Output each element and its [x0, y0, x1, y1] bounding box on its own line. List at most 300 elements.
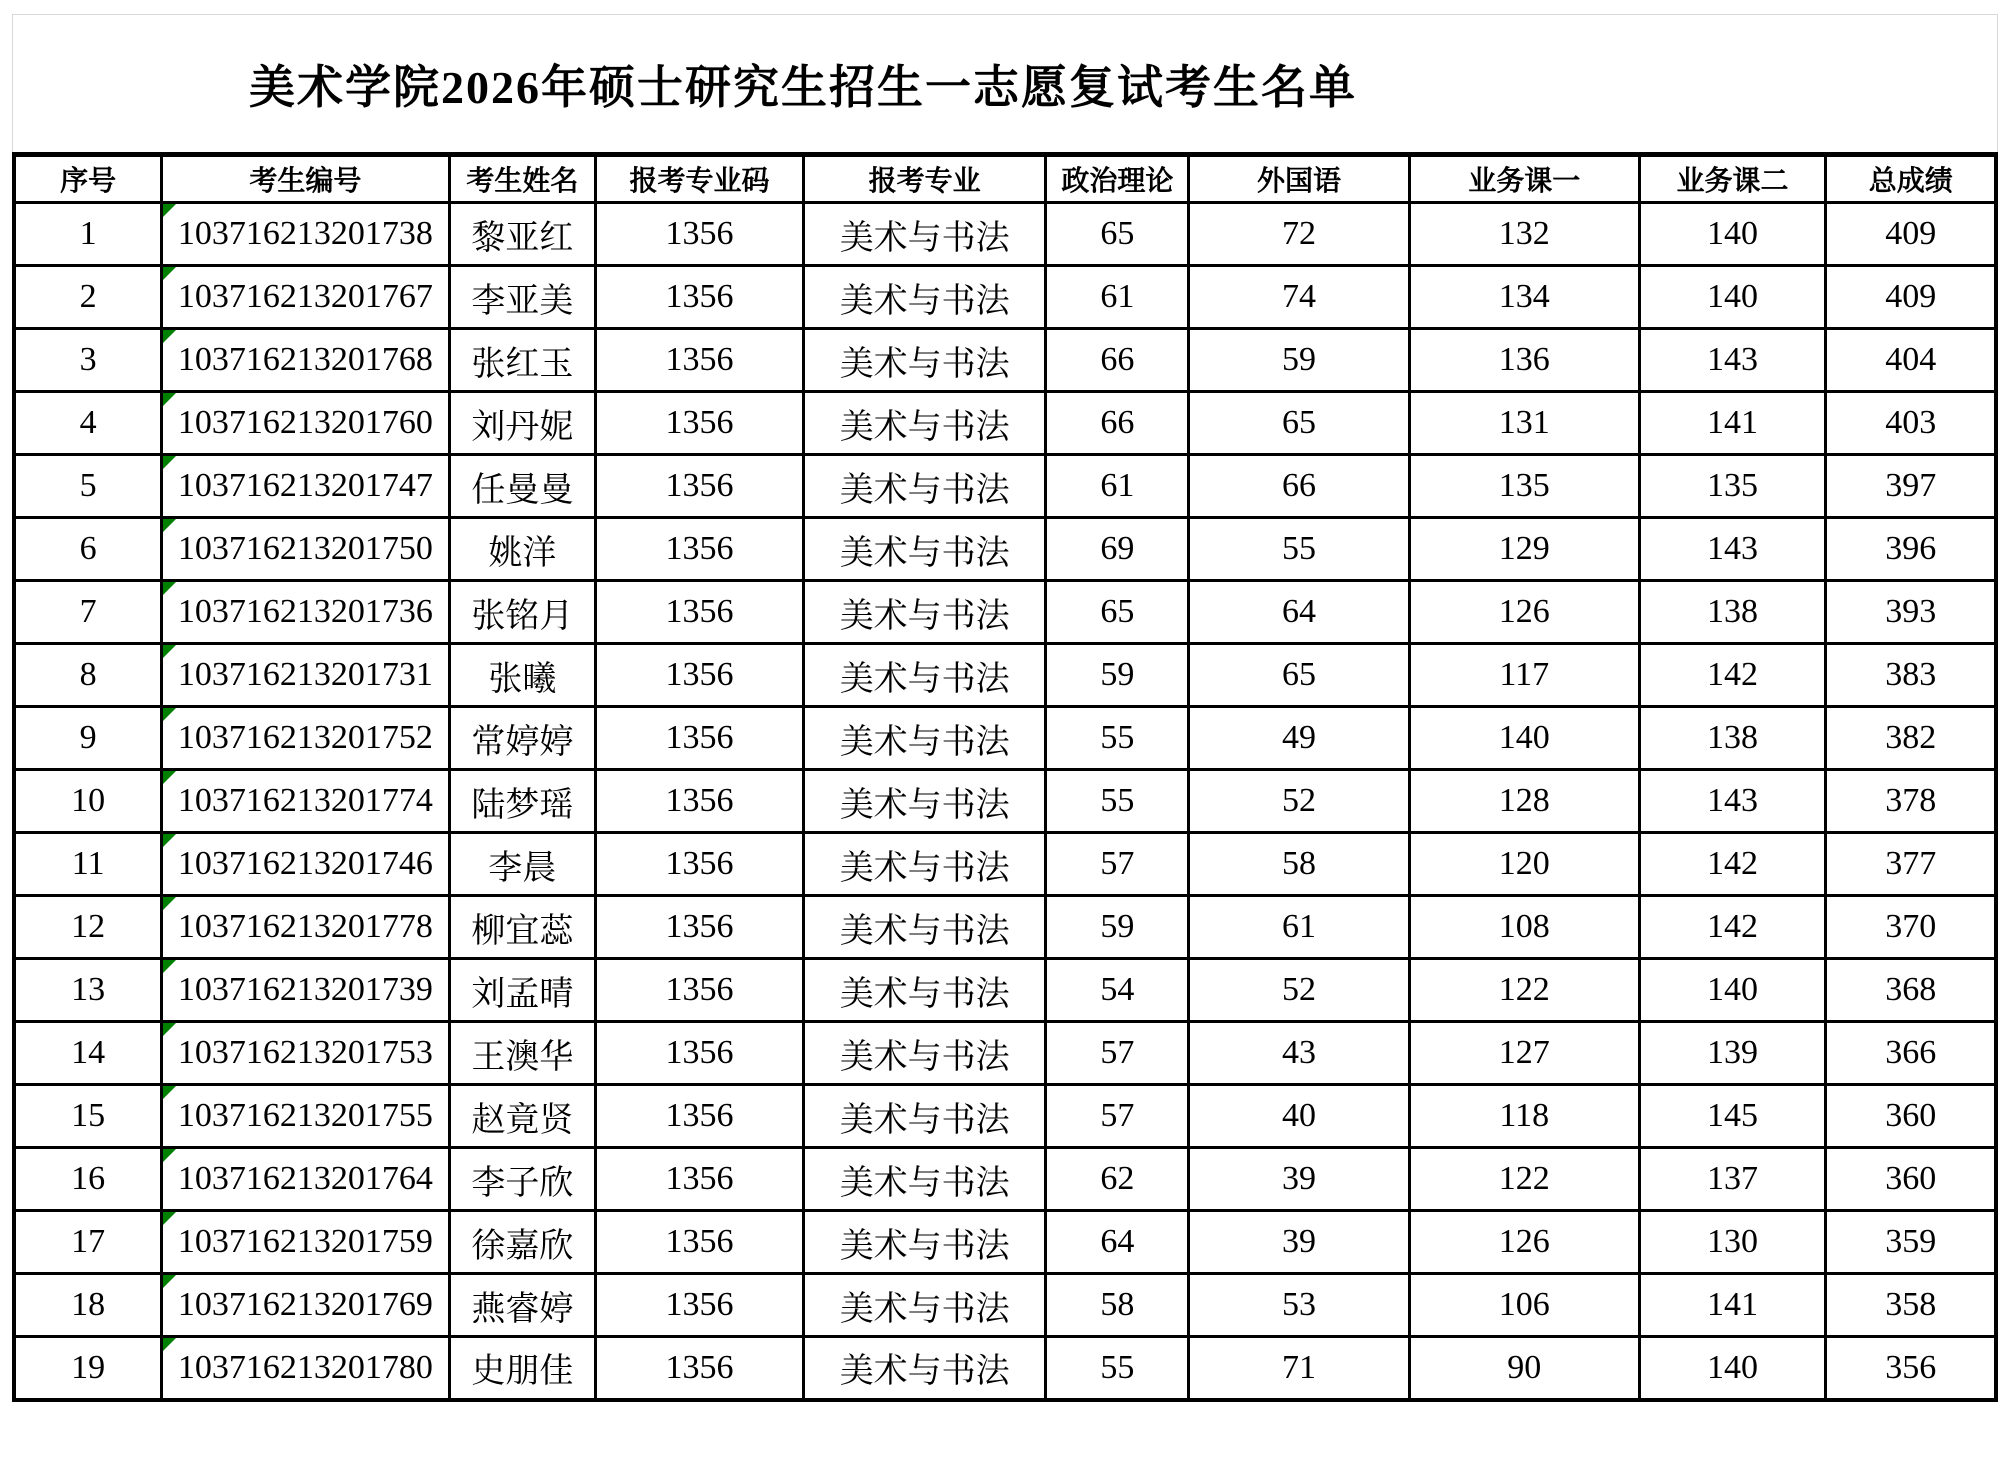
total-score-cell [1826, 392, 1996, 455]
table-row [14, 581, 1996, 644]
foreign-language-score-value: 65 [1281, 404, 1316, 441]
text-format-flag-icon [163, 645, 176, 658]
course-one-score-cell [1409, 896, 1639, 959]
index-value: 1 [79, 215, 97, 252]
index-value: 13 [71, 971, 106, 1008]
candidate-id-cell [162, 518, 449, 581]
candidate-name-cell [449, 455, 596, 518]
major-code-value: 1356 [665, 215, 734, 252]
politics-score-value: 59 [1100, 908, 1135, 945]
candidate-id-value: 103716213201752 [177, 719, 433, 756]
candidate-name-cell [449, 581, 596, 644]
politics-score-cell [1046, 707, 1189, 770]
table-row [14, 392, 1996, 455]
total-score-cell [1826, 896, 1996, 959]
major-cell [803, 581, 1046, 644]
table-row [14, 1211, 1996, 1274]
table-row [14, 203, 1996, 266]
politics-score-value: 57 [1100, 845, 1135, 882]
text-format-flag-icon [163, 267, 176, 280]
foreign-language-score-cell [1189, 329, 1410, 392]
total-score-cell [1826, 959, 1996, 1022]
foreign-language-score-cell [1189, 455, 1410, 518]
course-one-score-value: 128 [1498, 782, 1550, 819]
major-code-value: 1356 [665, 278, 734, 315]
candidate-name-cell [449, 644, 596, 707]
major-cell [803, 896, 1046, 959]
foreign-language-score-cell [1189, 1274, 1410, 1337]
column-header-index: 序号 [14, 155, 162, 203]
table-row [14, 1274, 1996, 1337]
candidate-id-value: 103716213201778 [177, 908, 433, 945]
total-score-value: 378 [1885, 782, 1937, 819]
index-cell [14, 581, 162, 644]
course-one-score-value: 127 [1498, 1034, 1550, 1071]
politics-score-value: 66 [1100, 341, 1135, 378]
foreign-language-score-cell [1189, 707, 1410, 770]
total-score-cell [1826, 1211, 1996, 1274]
major-value: 美术与书法 [839, 282, 1010, 320]
index-value: 11 [71, 845, 105, 882]
course-two-score-value: 130 [1707, 1223, 1759, 1260]
major-value: 美术与书法 [839, 597, 1010, 635]
major-value: 美术与书法 [839, 1164, 1010, 1202]
candidate-name-value: 王澳华 [471, 1038, 574, 1076]
index-cell [14, 203, 162, 266]
course-two-score-value: 143 [1707, 782, 1759, 819]
table-row [14, 770, 1996, 833]
major-cell [803, 1022, 1046, 1085]
total-score-cell [1826, 833, 1996, 896]
candidate-name-cell [449, 392, 596, 455]
total-score-value: 409 [1885, 278, 1937, 315]
candidate-name-value: 李亚美 [471, 282, 574, 320]
candidate-name-cell [449, 1274, 596, 1337]
foreign-language-score-cell [1189, 581, 1410, 644]
major-code-cell [596, 1337, 804, 1400]
column-header-politics-score: 政治理论 [1046, 155, 1189, 203]
candidate-name-cell [449, 707, 596, 770]
candidate-id-value: 103716213201738 [177, 215, 433, 252]
text-format-flag-icon [163, 330, 176, 343]
candidate-name-value: 柳宜蕊 [471, 912, 574, 950]
text-format-flag-icon [163, 1023, 176, 1036]
course-two-score-value: 139 [1707, 1034, 1759, 1071]
course-two-score-cell [1639, 329, 1826, 392]
candidate-id-value: 103716213201736 [177, 593, 433, 630]
politics-score-value: 57 [1100, 1097, 1135, 1134]
candidate-id-value: 103716213201739 [177, 971, 433, 1008]
text-format-flag-icon [163, 582, 176, 595]
foreign-language-score-value: 66 [1281, 467, 1316, 504]
text-format-flag-icon [163, 1212, 176, 1225]
course-one-score-value: 140 [1498, 719, 1550, 756]
foreign-language-score-value: 65 [1281, 656, 1316, 693]
candidate-id-value: 103716213201768 [177, 341, 433, 378]
politics-score-value: 59 [1100, 656, 1135, 693]
major-value: 美术与书法 [839, 786, 1010, 824]
candidate-id-cell [162, 392, 449, 455]
major-code-cell [596, 896, 804, 959]
candidate-id-value: 103716213201753 [177, 1034, 433, 1071]
course-one-score-value: 129 [1498, 530, 1550, 567]
major-value: 美术与书法 [839, 219, 1010, 257]
course-two-score-value: 143 [1707, 341, 1759, 378]
candidate-id-cell [162, 707, 449, 770]
course-one-score-value: 90 [1507, 1348, 1542, 1386]
major-cell [803, 833, 1046, 896]
foreign-language-score-cell [1189, 1148, 1410, 1211]
table-row [14, 707, 1996, 770]
total-score-value: 370 [1885, 908, 1937, 945]
total-score-value: 383 [1885, 656, 1937, 693]
foreign-language-score-cell [1189, 644, 1410, 707]
major-code-cell [596, 644, 804, 707]
total-score-cell [1826, 1148, 1996, 1211]
text-format-flag-icon [163, 1338, 176, 1351]
foreign-language-score-value: 71 [1281, 1348, 1316, 1386]
candidate-name-cell [449, 1211, 596, 1274]
major-code-value: 1356 [665, 845, 734, 882]
politics-score-cell [1046, 1022, 1189, 1085]
politics-score-value: 65 [1100, 215, 1135, 252]
foreign-language-score-cell [1189, 896, 1410, 959]
total-score-cell [1826, 455, 1996, 518]
politics-score-cell [1046, 959, 1189, 1022]
politics-score-cell [1046, 644, 1189, 707]
candidate-id-value: 103716213201750 [177, 530, 433, 567]
course-one-score-value: 126 [1498, 1223, 1550, 1260]
course-two-score-cell [1639, 644, 1826, 707]
course-one-score-value: 120 [1498, 845, 1550, 882]
foreign-language-score-cell [1189, 266, 1410, 329]
course-one-score-cell [1409, 959, 1639, 1022]
major-code-cell [596, 770, 804, 833]
index-cell [14, 1022, 162, 1085]
index-value: 12 [71, 908, 106, 945]
total-score-value: 359 [1885, 1223, 1937, 1260]
candidate-name-value: 燕睿婷 [471, 1290, 574, 1328]
course-one-score-value: 126 [1498, 593, 1550, 630]
course-one-score-value: 122 [1498, 1160, 1550, 1197]
index-value: 15 [71, 1097, 106, 1134]
candidate-id-cell [162, 455, 449, 518]
major-code-value: 1356 [665, 404, 734, 441]
major-cell [803, 1274, 1046, 1337]
major-code-cell [596, 707, 804, 770]
foreign-language-score-value: 61 [1281, 908, 1316, 945]
foreign-language-score-cell [1189, 392, 1410, 455]
major-code-value: 1356 [665, 1348, 734, 1386]
candidate-id-cell [162, 896, 449, 959]
course-two-score-cell [1639, 266, 1826, 329]
index-value: 10 [71, 782, 106, 819]
text-format-flag-icon [163, 519, 176, 532]
text-format-flag-icon [163, 1275, 176, 1288]
candidate-name-cell [449, 1337, 596, 1400]
major-value: 美术与书法 [839, 975, 1010, 1013]
course-two-score-value: 140 [1707, 215, 1759, 252]
course-two-score-value: 142 [1707, 908, 1759, 945]
course-one-score-cell [1409, 1337, 1639, 1400]
major-code-cell [596, 392, 804, 455]
course-two-score-cell [1639, 455, 1826, 518]
major-value: 美术与书法 [839, 1038, 1010, 1076]
total-score-value: 360 [1885, 1097, 1937, 1134]
major-value: 美术与书法 [839, 723, 1010, 761]
course-two-score-cell [1639, 1211, 1826, 1274]
politics-score-cell [1046, 1211, 1189, 1274]
course-one-score-cell [1409, 644, 1639, 707]
foreign-language-score-value: 64 [1281, 593, 1316, 630]
course-one-score-cell [1409, 581, 1639, 644]
column-header-course-two-score: 业务课二 [1639, 155, 1826, 203]
course-two-score-cell [1639, 392, 1826, 455]
candidate-id-value: 103716213201747 [177, 467, 433, 504]
candidate-name-value: 姚洋 [488, 534, 557, 572]
table-row [14, 1337, 1996, 1400]
total-score-value: 393 [1885, 593, 1937, 630]
course-two-score-value: 140 [1707, 1348, 1759, 1386]
course-one-score-cell [1409, 833, 1639, 896]
major-code-cell [596, 1211, 804, 1274]
index-cell [14, 959, 162, 1022]
course-two-score-value: 138 [1707, 719, 1759, 756]
table-row [14, 896, 1996, 959]
candidate-name-value: 史朋佳 [471, 1353, 574, 1391]
course-one-score-cell [1409, 329, 1639, 392]
total-score-value: 377 [1885, 845, 1937, 882]
major-cell [803, 203, 1046, 266]
candidate-name-value: 张铭月 [471, 597, 574, 635]
major-code-value: 1356 [665, 1223, 734, 1260]
course-two-score-value: 142 [1707, 656, 1759, 693]
major-cell [803, 959, 1046, 1022]
politics-score-value: 58 [1100, 1286, 1135, 1323]
politics-score-value: 55 [1100, 719, 1135, 756]
course-two-score-value: 140 [1707, 278, 1759, 315]
foreign-language-score-value: 52 [1281, 971, 1316, 1008]
candidate-name-cell [449, 1085, 596, 1148]
foreign-language-score-value: 53 [1281, 1286, 1316, 1323]
course-two-score-cell [1639, 1337, 1826, 1400]
candidate-id-cell [162, 1337, 449, 1400]
course-two-score-value: 143 [1707, 530, 1759, 567]
course-two-score-value: 138 [1707, 593, 1759, 630]
course-two-score-cell [1639, 707, 1826, 770]
table-row [14, 833, 1996, 896]
index-value: 7 [79, 593, 97, 630]
politics-score-value: 66 [1100, 404, 1135, 441]
table-row [14, 1085, 1996, 1148]
page-title: 美术学院2026年硕士研究生招生一志愿复试考生名单 [249, 61, 1357, 113]
foreign-language-score-value: 58 [1281, 845, 1316, 882]
politics-score-cell [1046, 770, 1189, 833]
column-header-course-one-score: 业务课一 [1409, 155, 1639, 203]
candidates-table [12, 152, 1998, 1402]
course-two-score-cell [1639, 1148, 1826, 1211]
candidate-id-cell [162, 770, 449, 833]
foreign-language-score-value: 40 [1281, 1097, 1316, 1134]
candidate-name-value: 张曦 [488, 660, 557, 698]
course-one-score-cell [1409, 203, 1639, 266]
index-cell [14, 518, 162, 581]
total-score-cell [1826, 770, 1996, 833]
major-code-cell [596, 329, 804, 392]
major-code-cell [596, 266, 804, 329]
course-one-score-cell [1409, 1022, 1639, 1085]
index-cell [14, 770, 162, 833]
candidate-name-value: 赵竟贤 [471, 1101, 574, 1139]
course-two-score-cell [1639, 959, 1826, 1022]
index-cell [14, 1274, 162, 1337]
course-two-score-value: 141 [1707, 1286, 1759, 1323]
table-row [14, 1022, 1996, 1085]
major-value: 美术与书法 [839, 471, 1010, 509]
candidate-name-value: 张红玉 [471, 345, 574, 383]
text-format-flag-icon [163, 708, 176, 721]
foreign-language-score-value: 49 [1281, 719, 1316, 756]
index-value: 2 [79, 278, 97, 315]
candidate-name-cell [449, 266, 596, 329]
foreign-language-score-cell [1189, 1211, 1410, 1274]
course-one-score-cell [1409, 518, 1639, 581]
major-cell [803, 266, 1046, 329]
major-value: 美术与书法 [839, 1353, 1010, 1391]
major-cell [803, 707, 1046, 770]
course-two-score-value: 137 [1707, 1160, 1759, 1197]
course-two-score-value: 140 [1707, 971, 1759, 1008]
course-two-score-value: 142 [1707, 845, 1759, 882]
text-format-flag-icon [163, 204, 176, 217]
table-row [14, 959, 1996, 1022]
major-code-value: 1356 [665, 1160, 734, 1197]
politics-score-value: 55 [1100, 1348, 1135, 1386]
spreadsheet [12, 14, 1998, 1402]
major-cell [803, 770, 1046, 833]
major-cell [803, 392, 1046, 455]
major-value: 美术与书法 [839, 849, 1010, 887]
course-one-score-cell [1409, 1148, 1639, 1211]
major-code-value: 1356 [665, 593, 734, 630]
index-value: 17 [71, 1223, 106, 1260]
course-one-score-value: 132 [1498, 215, 1550, 252]
foreign-language-score-value: 43 [1281, 1034, 1316, 1071]
index-cell [14, 266, 162, 329]
candidate-name-value: 李子欣 [471, 1164, 574, 1202]
candidate-id-value: 103716213201769 [177, 1286, 433, 1323]
foreign-language-score-value: 39 [1281, 1223, 1316, 1260]
column-header-candidate-id: 考生编号 [162, 155, 449, 203]
course-one-score-cell [1409, 392, 1639, 455]
foreign-language-score-cell [1189, 1085, 1410, 1148]
column-header-total-score: 总成绩 [1826, 155, 1996, 203]
course-one-score-value: 122 [1498, 971, 1550, 1008]
index-value: 14 [71, 1034, 106, 1071]
total-score-cell [1826, 518, 1996, 581]
politics-score-cell [1046, 833, 1189, 896]
candidate-name-value: 刘丹妮 [471, 408, 574, 446]
foreign-language-score-value: 74 [1281, 278, 1316, 315]
candidate-name-cell [449, 1148, 596, 1211]
title-row [12, 14, 1998, 152]
course-one-score-cell [1409, 707, 1639, 770]
index-value: 9 [79, 719, 97, 756]
foreign-language-score-value: 59 [1281, 341, 1316, 378]
course-two-score-value: 141 [1707, 404, 1759, 441]
candidate-id-cell [162, 833, 449, 896]
total-score-value: 356 [1885, 1348, 1937, 1386]
course-one-score-cell [1409, 455, 1639, 518]
candidate-id-value: 103716213201746 [177, 845, 433, 882]
politics-score-cell [1046, 392, 1189, 455]
index-cell [14, 1211, 162, 1274]
course-two-score-cell [1639, 1274, 1826, 1337]
total-score-cell [1826, 1085, 1996, 1148]
candidate-id-value: 103716213201759 [177, 1223, 433, 1260]
politics-score-cell [1046, 581, 1189, 644]
candidate-id-value: 103716213201774 [177, 782, 433, 819]
table-body [14, 203, 1996, 1400]
politics-score-value: 61 [1100, 467, 1135, 504]
major-code-cell [596, 1085, 804, 1148]
course-one-score-value: 136 [1498, 341, 1550, 378]
major-code-cell [596, 455, 804, 518]
table-row [14, 644, 1996, 707]
total-score-cell [1826, 1274, 1996, 1337]
major-cell [803, 1337, 1046, 1400]
index-value: 16 [71, 1160, 106, 1197]
table-row [14, 329, 1996, 392]
foreign-language-score-value: 52 [1281, 782, 1316, 819]
index-value: 19 [71, 1348, 106, 1386]
candidate-id-cell [162, 1148, 449, 1211]
candidate-id-cell [162, 1022, 449, 1085]
politics-score-cell [1046, 1085, 1189, 1148]
candidate-name-value: 徐嘉欣 [471, 1227, 574, 1265]
major-code-cell [596, 581, 804, 644]
major-code-cell [596, 959, 804, 1022]
foreign-language-score-cell [1189, 959, 1410, 1022]
politics-score-cell [1046, 266, 1189, 329]
index-cell [14, 896, 162, 959]
course-two-score-cell [1639, 770, 1826, 833]
total-score-value: 403 [1885, 404, 1937, 441]
major-cell [803, 329, 1046, 392]
candidate-id-cell [162, 644, 449, 707]
candidate-id-cell [162, 959, 449, 1022]
total-score-value: 397 [1885, 467, 1937, 504]
politics-score-value: 55 [1100, 782, 1135, 819]
major-code-value: 1356 [665, 341, 734, 378]
politics-score-cell [1046, 1148, 1189, 1211]
major-cell [803, 518, 1046, 581]
index-cell [14, 392, 162, 455]
politics-score-cell [1046, 1274, 1189, 1337]
text-format-flag-icon [163, 456, 176, 469]
candidate-id-value: 103716213201767 [177, 278, 433, 315]
politics-score-value: 65 [1100, 593, 1135, 630]
index-cell [14, 707, 162, 770]
course-two-score-cell [1639, 203, 1826, 266]
foreign-language-score-cell [1189, 1337, 1410, 1400]
candidate-name-cell [449, 896, 596, 959]
major-code-value: 1356 [665, 530, 734, 567]
major-code-value: 1356 [665, 971, 734, 1008]
index-cell [14, 329, 162, 392]
candidate-id-cell [162, 1085, 449, 1148]
course-one-score-cell [1409, 266, 1639, 329]
